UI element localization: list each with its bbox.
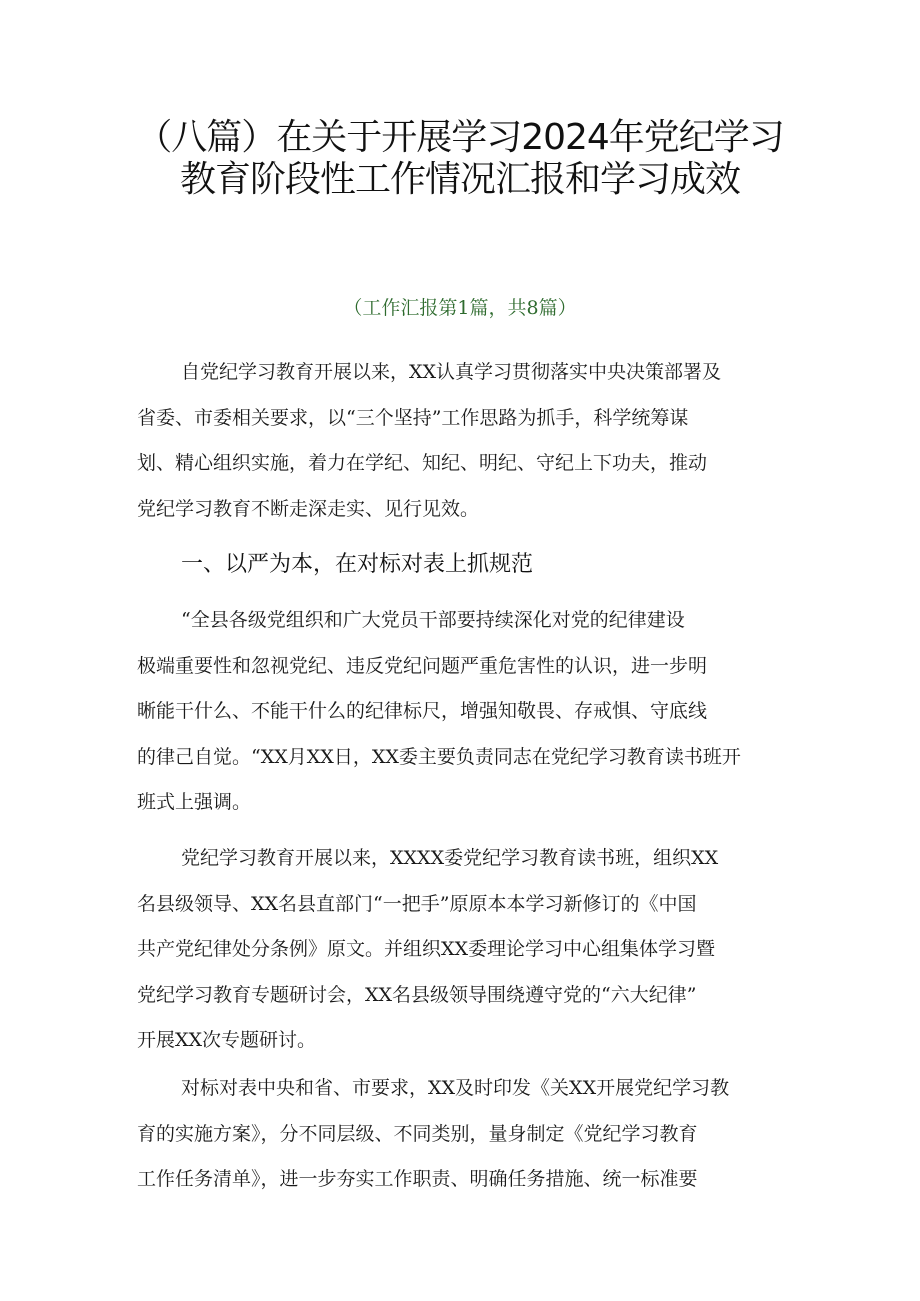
paragraph-line: 名县级领导、XX名县直部门“一把手”原原本本学习新修订的《中国 [137,892,697,915]
paragraph-line: 育的实施方案》，分不同层级、不同类别，量身制定《党纪学习教育 [137,1122,698,1145]
paragraph-study [137,836,797,1064]
paragraph-line: 省委、市委相关要求，以“三个坚持”工作思路为抓手，科学统筹谋 [137,406,689,429]
paragraph-line: 党纪学习教育不断走深走实、见行见效。 [137,497,480,520]
paragraph-line: 对标对表中央和省、市要求，XX及时印发《关XX开展党纪学习教 [181,1077,730,1099]
document-title-line-2: 教育阶段性工作情况汇报和学习成效 [179,159,740,200]
paragraph-intro [137,350,797,532]
paragraph-line: 划、精心组织实施，着力在学纪、知纪、明纪、守纪上下功夫，推动 [137,452,708,474]
paragraph-quote [137,598,797,826]
paragraph-line: 党纪学习教育开展以来，XXXX委党纪学习教育读书班，组织XX [181,847,719,869]
paragraph-line: 班式上强调。 [137,791,252,813]
document-subtitle: （工作汇报第1篇，共8篇） [343,297,577,319]
paragraph-line: 极端重要性和忽视党纪、违反党纪问题严重危害性的认识，进一步明 [137,654,708,677]
paragraph-plan [137,1066,797,1203]
paragraph-line: 共产党纪律处分条例》原文。并组织XX委理论学习中心组集体学习暨 [137,938,716,960]
document-title-line-1: （八篇）在关于开展学习2024年党纪学习 [136,117,784,158]
paragraph-line: 开展XX次专题研讨。 [137,1029,317,1051]
paragraph-line: 自党纪学习教育开展以来，XX认真学习贯彻落实中央决策部署及 [181,361,722,383]
paragraph-line: 的律己自觉。“XX月XX日，XX委主要负责同志在党纪学习教育读书班开 [137,745,741,768]
paragraph-line: 晰能干什么、不能干什么的纪律标尺，增强知敬畏、存戒惧、守底线 [137,700,708,722]
paragraph-line: 党纪学习教育专题研讨会，XX名县级领导围绕遵守党的“六大纪律” [137,983,697,1006]
section-heading-1: 一、以严为本，在对标对表上抓规范 [181,552,534,577]
paragraph-line: “全县各级党组织和广大党员干部要持续深化对党的纪律建设 [181,609,685,631]
paragraph-line: 工作任务清单》，进一步夯实工作职责、明确任务措施、统一标准要 [137,1168,698,1190]
